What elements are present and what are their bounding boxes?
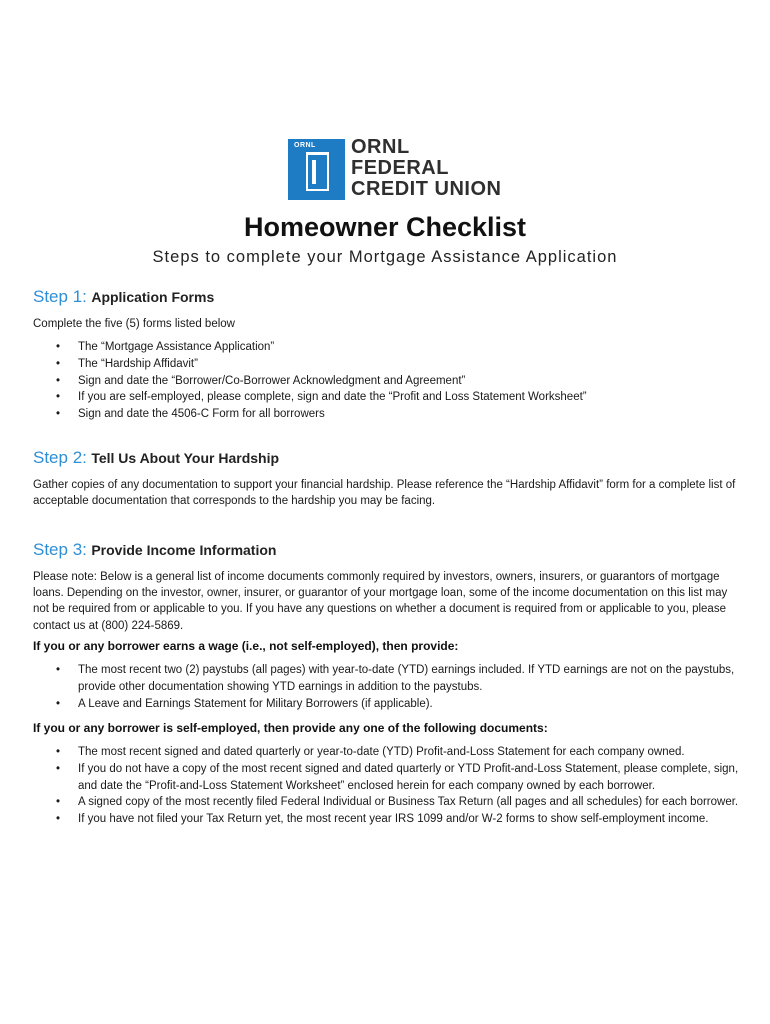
logo-door-icon <box>288 139 345 200</box>
step-3-name: Provide Income Information <box>91 542 277 558</box>
wage-earner-list <box>33 662 743 712</box>
logo-line-1: ORNL <box>351 136 410 158</box>
step-2-number: Step 2: <box>33 448 87 467</box>
list-item: • Sign and date the 4506-C Form for all borrowers <box>33 406 743 423</box>
wage-earner-heading: If you or any borrower earns a wage (i.e., not self-employed), then provide: <box>33 639 459 653</box>
list-item: • A signed copy of the most recently filed Federal Individual or Business Tax Return (all pages and all schedules) for each borrower. <box>33 794 743 811</box>
list-item: • The “Hardship Affidavit” <box>33 356 743 373</box>
step-3-number: Step 3: <box>33 540 87 559</box>
list-item: • If you are self-employed, please complete, sign and date the “Profit and Loss Statement Worksheet” <box>33 389 743 406</box>
step-1-intro: Complete the five (5) forms listed below <box>33 318 235 330</box>
list-item: • The most recent two (2) paystubs (all pages) with year-to-date (YTD) earnings included. If YTD earnings are not on the paystubs, provide other documentation showing YTD earnings in addition to the paystubs. <box>33 662 743 696</box>
step-1-form-list <box>33 339 743 423</box>
list-item: • A Leave and Earnings Statement for Military Borrowers (if applicable). <box>33 696 743 713</box>
step-1-number: Step 1: <box>33 287 87 306</box>
list-item: • If you do not have a copy of the most recent signed and dated quarterly or YTD Profit-and-Loss Statement, please complete, sign, and date the “Profit-and-Loss Statement Worksheet” enclosed herein for each company owned by each borrower. <box>33 761 743 795</box>
page-title: Homeowner Checklist <box>243 212 527 242</box>
step-3-heading <box>33 540 276 560</box>
step-3-note: Please note: Below is a general list of income documents commonly required by investors, owners, insurers, or guarantors of mortgage loans. Depending on the investor, owner, insurer, or guarantor of your mortgage loan, some of the income documentation on this list may not be required from or applicable to you. If you have any questions on whether a document is required from or applicable to you, please contact us at (800) 224-5869. <box>33 571 728 632</box>
step-2-name: Tell Us About Your Hardship <box>91 450 280 466</box>
list-item: • The “Mortgage Assistance Application” <box>33 339 743 356</box>
self-employed-list <box>33 744 743 828</box>
logo-mini-label: ORNL <box>294 142 316 149</box>
list-item: • The most recent signed and dated quarterly or year-to-date (YTD) Profit-and-Loss Statement for each company owned. <box>33 744 743 761</box>
step-1-heading <box>33 287 214 307</box>
step-2-text: Gather copies of any documentation to support your financial hardship. Please reference the “Hardship Affidavit” form for a complete list of acceptable documentation that corresponds to the hardship you may be facing. <box>33 479 736 508</box>
ornl-fcu-logo <box>288 137 500 201</box>
page-subtitle: Steps to complete your Mortgage Assistance Application <box>152 248 618 266</box>
self-employed-heading: If you or any borrower is self-employed, then provide any one of the following documents: <box>33 721 548 735</box>
step-1-name: Application Forms <box>91 289 215 305</box>
logo-line-2: FEDERAL <box>351 157 449 179</box>
list-item: • Sign and date the “Borrower/Co-Borrower Acknowledgment and Agreement” <box>33 373 743 390</box>
logo-wordmark <box>351 137 501 200</box>
logo-line-3: CREDIT UNION <box>351 178 502 200</box>
step-2-heading <box>33 448 279 468</box>
list-item: • If you have not filed your Tax Return yet, the most recent year IRS 1099 and/or W-2 forms to show self-employment income. <box>33 811 743 828</box>
